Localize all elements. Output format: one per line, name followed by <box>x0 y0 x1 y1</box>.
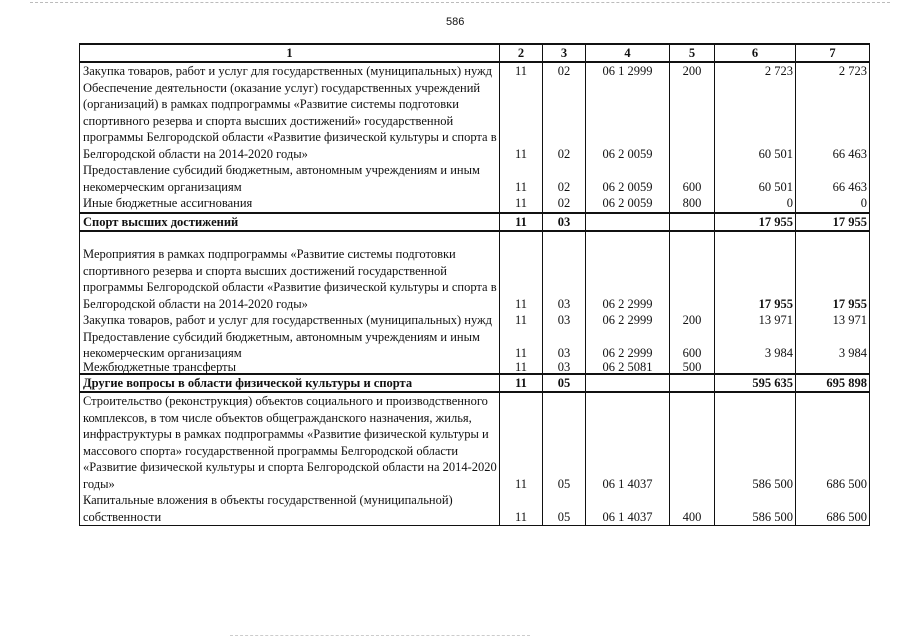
column-header: 6 <box>715 44 796 62</box>
table-row <box>80 80 870 163</box>
cell-target-article <box>586 374 670 393</box>
cell-amount-year-2: 695 898 <box>796 374 870 393</box>
cell-subsection-code: 03 <box>543 329 586 362</box>
spacer-cell <box>543 231 586 246</box>
cell-expense-type <box>670 213 715 232</box>
cell-section-code: 11 <box>500 213 543 232</box>
cell-subsection-code: 02 <box>543 195 586 213</box>
cell-amount-year-1: 60 501 <box>715 162 796 195</box>
cell-name: Предоставление субсидий бюджетным, автономным учреждениям и иным некомерческим организациям <box>80 162 500 195</box>
cell-target-article: 06 1 2999 <box>586 62 670 80</box>
cell-name: Другие вопросы в области физической культуры и спорта <box>80 374 500 393</box>
spacer-cell <box>80 231 500 246</box>
section-row <box>80 374 870 393</box>
cell-amount-year-2: 17 955 <box>796 246 870 312</box>
column-header: 7 <box>796 44 870 62</box>
cell-target-article: 06 1 4037 <box>586 392 670 492</box>
cell-subsection-code: 02 <box>543 62 586 80</box>
cell-expense-type: 200 <box>670 312 715 329</box>
cell-amount-year-1: 586 500 <box>715 392 796 492</box>
cell-amount-year-1: 0 <box>715 195 796 213</box>
cell-section-code: 11 <box>500 246 543 312</box>
spacer-cell <box>796 231 870 246</box>
table-header-row <box>80 44 870 62</box>
cell-target-article: 06 2 0059 <box>586 195 670 213</box>
table-row <box>80 492 870 526</box>
cell-subsection-code: 05 <box>543 392 586 492</box>
cell-subsection-code: 03 <box>543 362 586 374</box>
cell-name: Закупка товаров, работ и услуг для государственных (муниципальных) нужд <box>80 62 500 80</box>
table-row <box>80 362 870 374</box>
table-row <box>80 392 870 492</box>
cell-target-article: 06 2 5081 <box>586 362 670 374</box>
cell-name: Строительство (реконструкция) объектов социального и производственного комплексов, в том числе объектов общегражданского назначения, жилья, инфраструктуры в рамках подпрограммы «Развитие физической культуры и массового спорта» государственной программы Белгородской области «Развитие физической культуры и спорта Белгородской области на 2014-2020 годы» <box>80 392 500 492</box>
cell-amount-year-2: 17 955 <box>796 213 870 232</box>
cell-section-code: 11 <box>500 62 543 80</box>
cell-section-code: 11 <box>500 80 543 163</box>
cell-section-code: 11 <box>500 195 543 213</box>
cell-name: Предоставление субсидий бюджетным, автономным учреждениям и иным некомерческим организациям <box>80 329 500 362</box>
cell-subsection-code: 02 <box>543 162 586 195</box>
spacer-cell <box>500 231 543 246</box>
cell-target-article: 06 2 0059 <box>586 80 670 163</box>
cell-amount-year-1: 13 971 <box>715 312 796 329</box>
cell-expense-type <box>670 392 715 492</box>
column-header: 2 <box>500 44 543 62</box>
cell-amount-year-1: 17 955 <box>715 246 796 312</box>
table-row <box>80 246 870 312</box>
cell-amount-year-2: 3 984 <box>796 329 870 362</box>
cell-subsection-code: 05 <box>543 374 586 393</box>
cell-expense-type: 200 <box>670 62 715 80</box>
cell-subsection-code: 02 <box>543 80 586 163</box>
cell-section-code: 11 <box>500 312 543 329</box>
cell-amount-year-1: 60 501 <box>715 80 796 163</box>
cell-target-article: 06 2 2999 <box>586 312 670 329</box>
cell-expense-type <box>670 246 715 312</box>
cell-target-article: 06 2 0059 <box>586 162 670 195</box>
cell-subsection-code: 03 <box>543 312 586 329</box>
cell-section-code: 11 <box>500 162 543 195</box>
cell-expense-type <box>670 374 715 393</box>
cell-amount-year-2: 2 723 <box>796 62 870 80</box>
cell-subsection-code: 05 <box>543 492 586 526</box>
table-row <box>80 329 870 362</box>
table-body <box>80 62 870 526</box>
column-header: 3 <box>543 44 586 62</box>
cell-expense-type: 800 <box>670 195 715 213</box>
cell-amount-year-1: 3 984 <box>715 329 796 362</box>
table-row <box>80 312 870 329</box>
cell-expense-type: 500 <box>670 362 715 374</box>
cell-name: Обеспечение деятельности (оказание услуг) государственных учреждений (организаций) в рамках подпрограммы «Развитие системы подготовки спортивного резерва и спорта высших достижений» государственной программы Белгородской области «Развитие физической культуры и спорта в Белгородской области на 2014-2020 годы» <box>80 80 500 163</box>
cell-amount-year-2: 13 971 <box>796 312 870 329</box>
cell-name: Закупка товаров, работ и услуг для государственных (муниципальных) нужд <box>80 312 500 329</box>
cell-target-article: 06 2 2999 <box>586 246 670 312</box>
column-header: 4 <box>586 44 670 62</box>
cell-subsection-code: 03 <box>543 213 586 232</box>
cell-amount-year-2: 686 500 <box>796 392 870 492</box>
cell-name: Мероприятия в рамках подпрограммы «Развитие системы подготовки спортивного резерва и спорта высших достижений государственной программы Белгородской области «Развитие физической культуры и спорта в Белгородской области на 2014-2020 годы» <box>80 246 500 312</box>
cell-expense-type: 600 <box>670 162 715 195</box>
cell-section-code: 11 <box>500 392 543 492</box>
cell-target-article <box>586 213 670 232</box>
section-row <box>80 213 870 232</box>
cell-amount-year-2 <box>796 362 870 374</box>
cell-expense-type <box>670 80 715 163</box>
page-number: 586 <box>446 16 465 28</box>
spacer-cell <box>715 231 796 246</box>
cell-section-code: 11 <box>500 362 543 374</box>
cell-section-code: 11 <box>500 492 543 526</box>
cell-section-code: 11 <box>500 329 543 362</box>
cell-name: Капитальные вложения в объекты государственной (муниципальной) собственности <box>80 492 500 526</box>
cell-name: Спорт высших достижений <box>80 213 500 232</box>
budget-table <box>79 43 870 526</box>
cell-amount-year-1: 595 635 <box>715 374 796 393</box>
cell-name: Иные бюджетные ассигнования <box>80 195 500 213</box>
table-row <box>80 62 870 80</box>
spacer-cell <box>586 231 670 246</box>
cell-amount-year-2: 0 <box>796 195 870 213</box>
cell-amount-year-1: 17 955 <box>715 213 796 232</box>
table-row <box>80 162 870 195</box>
spacer-row <box>80 231 870 246</box>
cell-section-code: 11 <box>500 374 543 393</box>
table-row <box>80 195 870 213</box>
cell-amount-year-2: 66 463 <box>796 80 870 163</box>
cell-subsection-code: 03 <box>543 246 586 312</box>
cell-target-article: 06 1 4037 <box>586 492 670 526</box>
cell-expense-type: 600 <box>670 329 715 362</box>
cell-amount-year-1: 2 723 <box>715 62 796 80</box>
scan-top-edge <box>30 2 890 4</box>
cell-amount-year-1: 586 500 <box>715 492 796 526</box>
cell-expense-type: 400 <box>670 492 715 526</box>
cell-amount-year-2: 686 500 <box>796 492 870 526</box>
cell-amount-year-2: 66 463 <box>796 162 870 195</box>
cell-name: Межбюджетные трансферты <box>80 362 500 374</box>
column-header: 1 <box>80 44 500 62</box>
scan-bottom-edge <box>230 635 530 637</box>
cell-target-article: 06 2 2999 <box>586 329 670 362</box>
cell-amount-year-1 <box>715 362 796 374</box>
column-header: 5 <box>670 44 715 62</box>
spacer-cell <box>670 231 715 246</box>
